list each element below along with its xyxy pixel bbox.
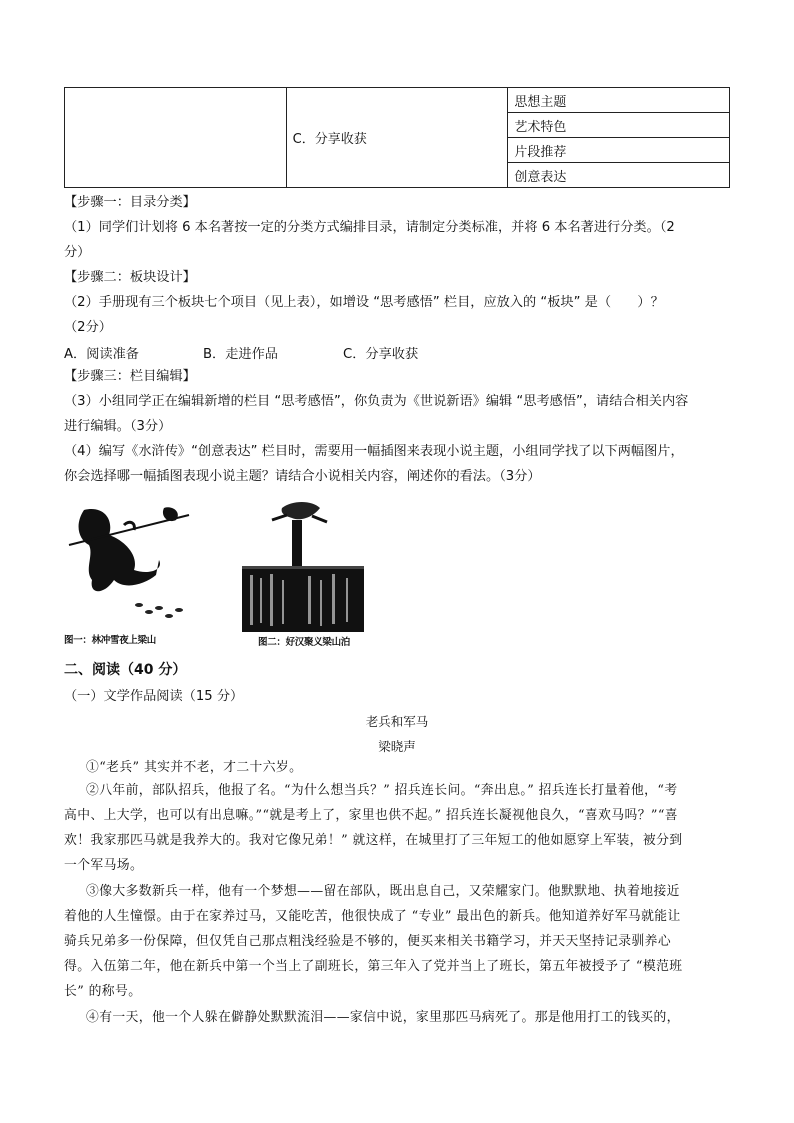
- question3-line2: 进行编辑。（3分）: [64, 419, 172, 434]
- paragraph-2-line2: 高中、上大学，也可以有出息嘛。”“就是考上了，家里也供不起。” 招兵连长凝视他良久，“喜欢马吗？”“喜: [64, 808, 678, 823]
- table-cell-block-empty: [65, 88, 287, 188]
- paragraph-3-line2: 着他的人生憧憬。由于在家养过马，又能吃苦，他很快成了 “专业” 最出色的新兵。他知道养好军马就能让: [64, 909, 681, 924]
- option-a: A．阅读准备: [64, 347, 139, 362]
- article-title: 老兵和军马: [365, 714, 429, 729]
- step3-heading: 【步骤三：栏目编辑】: [64, 369, 196, 384]
- figure2-caption: 图二：好汉聚义梁山泊: [258, 637, 351, 648]
- paragraph-2-line1: ②八年前，部队招兵，他报了名。“为什么想当兵？” 招兵连长问。“奔出息。” 招兵连长打量着他，“考: [86, 783, 678, 798]
- question1-line2: 分）: [64, 245, 91, 260]
- section-heading: 二、阅读（40 分）: [64, 662, 187, 678]
- option-c: C．分享收获: [343, 347, 419, 362]
- option-b: B．走进作品: [203, 347, 278, 362]
- question2-line1: （2）手册现有三个板块七个项目（见上表），如增设 “思考感悟” 栏目，应放入的 “板块” 是（ ）？: [64, 295, 664, 310]
- paragraph-3-line5: 长” 的称号。: [64, 984, 142, 999]
- table-cell-item: 艺术特色: [508, 113, 730, 138]
- paragraph-4-line1: ④有一天，他一个人躲在僻静处默默流泪——家信中说，家里那匹马病死了。那是他用打工的钱买的，: [86, 1010, 680, 1025]
- question2-line2: （2分）: [64, 320, 112, 335]
- question4-line1: （4）编写《水浒传》“创意表达” 栏目时，需要用一幅插图来表现小说主题，小组同学找了以下两幅图片，: [64, 444, 684, 459]
- paragraph-3-line3: 骑兵兄弟多一份保障，但仅凭自己那点粗浅经验是不够的，便买来相关书籍学习，并天天坚持记录驯养心: [64, 934, 672, 949]
- step1-heading: 【步骤一：目录分类】: [64, 195, 196, 210]
- paragraph-2-line3: 欢！我家那匹马就是我养大的。我对它像兄弟！” 就这样，在城里打了三年短工的他如愿穿上军装，被分到: [64, 833, 683, 848]
- reading-plan-table: [64, 87, 730, 188]
- question4-line2: 你会选择哪一幅插图表现小说主题？请结合小说相关内容，阐述你的看法。（3分）: [64, 469, 541, 484]
- article-author: 梁晓声: [378, 739, 416, 754]
- illustration-lin-chong: [64, 500, 194, 630]
- paragraph-2-line4: 一个军马场。: [64, 858, 144, 873]
- paragraph-3-line1: ③像大多数新兵一样，他有一个梦想——留在部队，既出息自己，又荣耀家门。他默默地、执着地接近: [86, 884, 680, 899]
- paragraph-3-line4: 得。入伍第二年，他在新兵中第一个当上了副班长，第三年入了党并当上了班长，第五年被授予了 “模范班: [64, 959, 683, 974]
- table-cell-item: 创意表达: [508, 163, 730, 188]
- paragraph-1: ①“老兵” 其实并不老，才二十六岁。: [86, 760, 303, 775]
- subsection-heading: （一）文学作品阅读（15 分）: [64, 689, 244, 704]
- illustration-liangshan-gathering: [242, 500, 364, 632]
- table-row: [65, 88, 730, 113]
- question3-line1: （3）小组同学正在编辑新增的栏目 “思考感悟”，你负责为《世说新语》编辑 “思考感悟”，请结合相关内容: [64, 394, 689, 409]
- table-cell-item: 思想主题: [508, 88, 730, 113]
- step2-heading: 【步骤二：板块设计】: [64, 270, 196, 285]
- table-cell-item: 片段推荐: [508, 138, 730, 163]
- question1-line1: （1）同学们计划将 6 本名著按一定的分类方式编排目录，请制定分类标准，并将 6 本名著进行分类。（2: [64, 220, 675, 235]
- figure1-caption: 图一：林冲雪夜上梁山: [64, 635, 157, 646]
- table-cell-section: C．分享收获: [286, 88, 508, 188]
